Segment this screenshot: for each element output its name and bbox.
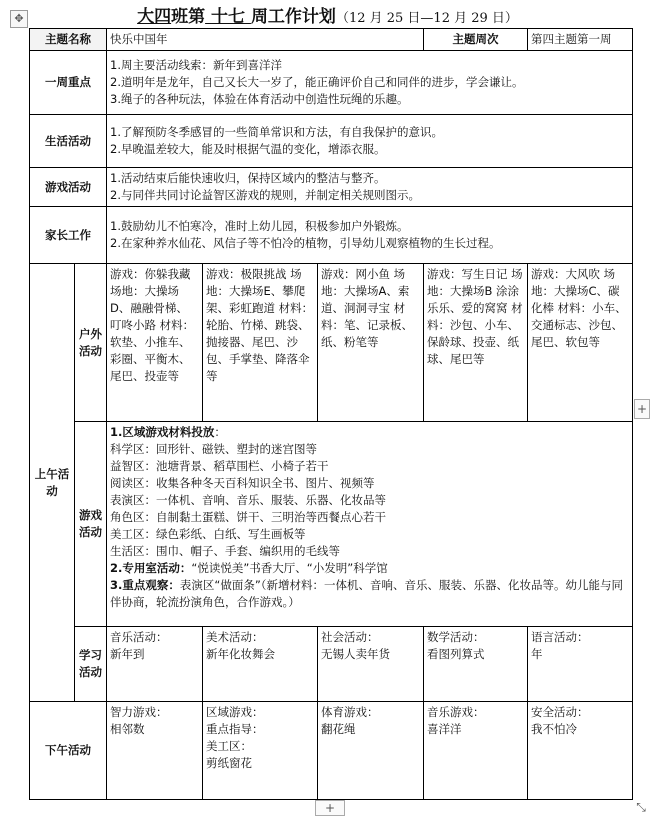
parent-line: 2.在家种养水仙花、风信子等不怕冷的植物，引导幼儿观察植物的生长过程。 bbox=[110, 236, 501, 250]
theme-row bbox=[30, 29, 633, 51]
week-focus-line: 1.周主要活动线索：新年到喜洋洋 bbox=[110, 58, 282, 72]
theme-name-value: 快乐中国年 bbox=[107, 29, 424, 51]
play-area-item: 美工区：绿色彩纸、白纸、写生画板等 bbox=[110, 527, 306, 541]
afternoon-cell: 安全活动： 我不怕冷 bbox=[528, 702, 633, 800]
theme-week-label: 主题周次 bbox=[424, 29, 528, 51]
life-row bbox=[30, 115, 633, 168]
parent-content bbox=[107, 207, 633, 264]
parent-line: 1.鼓励幼儿不怕寒冷，准时上幼儿园，积极参加户外锻炼。 bbox=[110, 219, 409, 233]
study-cell: 语言活动： 年 bbox=[528, 627, 633, 702]
week-focus-label: 一周重点 bbox=[30, 51, 107, 115]
study-cell: 音乐活动： 新年到 bbox=[107, 627, 203, 702]
title-class-word: 班第 bbox=[171, 7, 206, 27]
weekly-plan-table bbox=[29, 28, 633, 800]
game-line: 1.活动结束后能快速收归，保持区域内的整洁与整齐。 bbox=[110, 171, 386, 185]
play-area-item: 益智区：池塘背景、稻草围栏、小椅子若干 bbox=[110, 459, 329, 473]
table-resize-icon[interactable]: ⤡ bbox=[636, 800, 646, 814]
parent-row bbox=[30, 207, 633, 264]
play-area-item: 生活区：围巾、帽子、手套、编织用的毛线等 bbox=[110, 544, 340, 558]
document-title bbox=[0, 2, 655, 27]
play-content bbox=[107, 422, 633, 627]
afternoon-row bbox=[30, 702, 633, 800]
study-cell: 美术活动： 新年化妆舞会 bbox=[203, 627, 318, 702]
play-area-item: 表演区：一体机、音响、音乐、服装、乐器、化妆品等 bbox=[110, 493, 386, 507]
study-cell: 社会活动： 无锡人卖年货 bbox=[318, 627, 424, 702]
life-label: 生活活动 bbox=[30, 115, 107, 168]
play-special: 2.专用室活动：“悦读悦美”书香大厅、“小发明”科学馆 bbox=[110, 561, 388, 575]
outdoor-row bbox=[30, 264, 633, 422]
study-row bbox=[30, 627, 633, 702]
play-area-item: 科学区：回形针、磁铁、塑封的迷宫图等 bbox=[110, 442, 317, 456]
play-heading: 1.区域游戏材料投放： bbox=[110, 425, 226, 439]
study-label: 学习活动 bbox=[75, 627, 107, 702]
outdoor-label: 户外活动 bbox=[75, 264, 107, 422]
afternoon-cell: 区域游戏： 重点指导： 美工区： 剪纸窗花 bbox=[203, 702, 318, 800]
outdoor-cell: 游戏：极限挑战 场地：大操场E、攀爬架、彩虹跑道 材料：轮胎、竹梯、跳袋、抛接器、尾巴、沙包、手掌垫、降落伞等 bbox=[203, 264, 318, 422]
life-content bbox=[107, 115, 633, 168]
outdoor-cell: 游戏：网小鱼 场地：大操场A、索道、洞洞寻宝 材料：笔、记录板、纸、粉笔等 bbox=[318, 264, 424, 422]
week-focus-line: 2.道明年是龙年，自己又长大一岁了，能正确评价自己和同伴的进步，学会谦让。 bbox=[110, 75, 524, 89]
title-class-prefix: 大四 bbox=[137, 7, 172, 27]
title-suffix: 周工作计划 bbox=[250, 7, 336, 27]
outdoor-cell: 游戏：大风吹 场地：大操场C、碳化棒 材料：小车、交通标志、沙包、尾巴、软包等 bbox=[528, 264, 633, 422]
life-line: 1.了解预防冬季感冒的一些简单常识和方法，有自我保护的意识。 bbox=[110, 125, 443, 139]
afternoon-label: 下午活动 bbox=[30, 702, 107, 800]
week-focus-line: 3.绳子的各种玩法，体验在体育活动中创造性玩绳的乐趣。 bbox=[110, 92, 409, 106]
theme-name-label: 主题名称 bbox=[30, 29, 107, 51]
game-content bbox=[107, 168, 633, 207]
study-cell: 数学活动： 看图列算式 bbox=[424, 627, 528, 702]
afternoon-cell: 体育游戏： 翻花绳 bbox=[318, 702, 424, 800]
play-row bbox=[30, 422, 633, 627]
game-label: 游戏活动 bbox=[30, 168, 107, 207]
play-area-item: 阅读区：收集各种冬天百科知识全书、图片、视频等 bbox=[110, 476, 375, 490]
add-row-button[interactable]: + bbox=[315, 800, 345, 816]
afternoon-cell: 音乐游戏： 喜洋洋 bbox=[424, 702, 528, 800]
week-focus-row bbox=[30, 51, 633, 115]
play-label: 游戏活动 bbox=[75, 422, 107, 627]
game-row bbox=[30, 168, 633, 207]
game-line: 2.与同伴共同讨论益智区游戏的规则，并制定相关规则图示。 bbox=[110, 188, 420, 202]
morning-label: 上午活动 bbox=[30, 264, 75, 702]
title-date-range: （12 月 25 日—12 月 29 日） bbox=[335, 11, 518, 26]
parent-label: 家长工作 bbox=[30, 207, 107, 264]
play-focus: 3.重点观察：表演区“做面条”（新增材料：一体机、音响、音乐、服装、乐器、化妆品等。幼儿能与同伴协商，轮流扮演角色，合作游戏。） bbox=[110, 578, 624, 609]
theme-week-value: 第四主题第一周 bbox=[528, 29, 633, 51]
table-move-handle-icon[interactable]: ✥ bbox=[10, 10, 28, 28]
outdoor-cell: 游戏：你躲我藏 场地：大操场D、融融骨梯、叮咚小路 材料：软垫、小推车、彩圈、平衡木、尾巴、投壶等 bbox=[107, 264, 203, 422]
title-week-number: 十七 bbox=[211, 7, 246, 27]
afternoon-cell: 智力游戏： 相邻数 bbox=[107, 702, 203, 800]
play-area-item: 角色区：自制黏土蛋糕、饼干、三明治等西餐点心若干 bbox=[110, 510, 386, 524]
add-column-button[interactable]: + bbox=[634, 399, 650, 419]
outdoor-cell: 游戏：写生日记 场地：大操场B 涂涂乐乐、爱的窝窝 材料：沙包、小车、保龄球、投壶、纸球、尾巴等 bbox=[424, 264, 528, 422]
life-line: 2.早晚温差较大，能及时根据气温的变化，增添衣服。 bbox=[110, 142, 386, 156]
week-focus-content bbox=[107, 51, 633, 115]
